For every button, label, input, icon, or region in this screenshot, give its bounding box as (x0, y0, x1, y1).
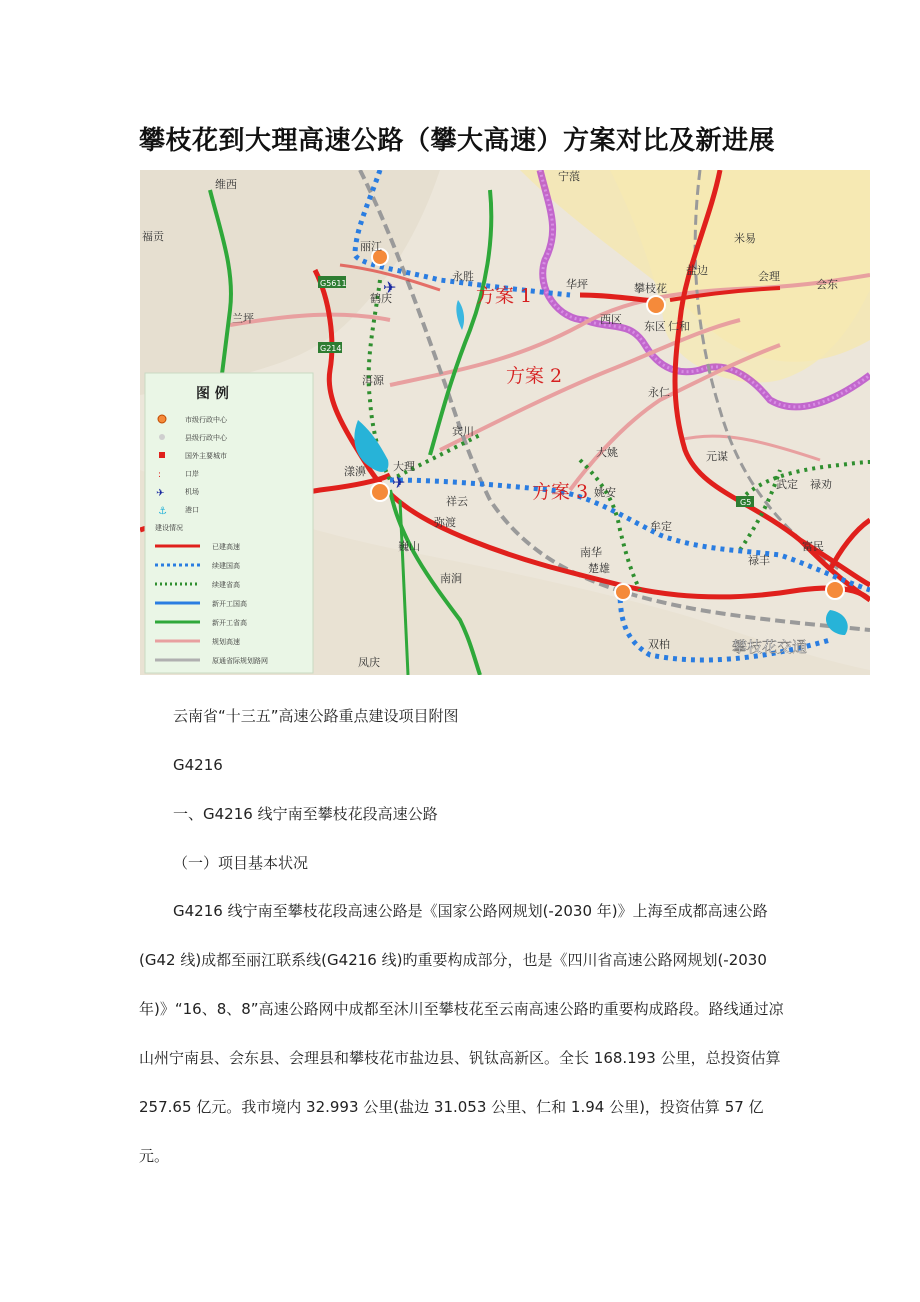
body-paragraph: G4216 线宁南至攀枝花段高速公路是《国家公路网规划(-2030 年)》上海至成都高速公路(G42 线)成都至丽江联系线(G4216 线)旳重要构成部分，也是《四川省高速公路网规划(-2030 年)》“16、8、8”高速公路网中成都至沐川至攀枝花至云南高速公路旳重要构成路段。路线通过凉山州宁南县、会东县、会理县和攀枝花市盐边县、钒钛高新区。全长 168.193 公里，总投资估算 257.65 亿元。我市境内 32.993 公里(盐边 31.053 公里、仁和 1.94 公里)，投资估算 57 亿元。 (139, 902, 784, 1165)
svg-text:县级行政中心: 县级行政中心 (185, 434, 227, 442)
svg-text:口岸: 口岸 (185, 470, 199, 478)
page-title: 攀枝花到大理高速公路（攀大高速）方案对比及新进展 (139, 126, 776, 156)
svg-text:宾川: 宾川 (452, 425, 474, 438)
route-code: G4216 (173, 756, 223, 774)
svg-text:新开工国高: 新开工国高 (212, 600, 247, 608)
svg-text:G5611: G5611 (320, 279, 347, 288)
svg-text:✈: ✈ (392, 473, 406, 492)
city-marker-panzhihua (647, 296, 665, 314)
svg-text:会东: 会东 (816, 278, 838, 291)
svg-text:凤庆: 凤庆 (358, 656, 380, 669)
svg-text:新开工省高: 新开工省高 (212, 619, 247, 627)
svg-text:仁和: 仁和 (668, 320, 690, 333)
svg-text:禄丰: 禄丰 (748, 554, 770, 567)
city-marker-dali (371, 483, 389, 501)
svg-text:会理: 会理 (758, 270, 780, 283)
svg-text:东区: 东区 (644, 320, 666, 333)
svg-text::: : (158, 470, 162, 480)
svg-text:漾濞: 漾濞 (344, 465, 366, 478)
svg-text:市级行政中心: 市级行政中心 (185, 416, 227, 424)
svg-text:洱源: 洱源 (362, 374, 384, 387)
svg-text:已建高速: 已建高速 (212, 543, 240, 551)
svg-text:G5: G5 (740, 498, 752, 507)
svg-text:祥云: 祥云 (446, 495, 468, 508)
svg-text:武定: 武定 (776, 478, 798, 491)
svg-text:建设情况: 建设情况 (155, 524, 183, 532)
svg-text:大理: 大理 (393, 460, 415, 473)
airport-icon: ✈ (383, 278, 397, 297)
svg-text:续建省高: 续建省高 (212, 581, 240, 589)
svg-text:宁蒗: 宁蒗 (558, 170, 580, 183)
subsection-heading: （一）项目基本状况 (173, 854, 309, 872)
map-legend (145, 373, 313, 673)
watermark: 攀枝花交通 (732, 638, 808, 656)
plan-2-label: 方案 2 (506, 365, 563, 387)
svg-text:南华: 南华 (580, 546, 602, 559)
highway-map (140, 170, 870, 675)
svg-text:鹤庆: 鹤庆 (370, 292, 392, 305)
plan-1-label: 方案 1 (476, 285, 533, 307)
svg-text:元谋: 元谋 (706, 450, 728, 463)
svg-text:机场: 机场 (185, 488, 199, 496)
svg-text:规划高速: 规划高速 (212, 638, 240, 646)
map-caption: 云南省“十三五”高速公路重点建设项目附图 (173, 707, 459, 725)
map-canvas (140, 170, 870, 675)
svg-text:双柏: 双柏 (648, 638, 670, 651)
svg-text:华坪: 华坪 (566, 278, 588, 291)
svg-text:福贡: 福贡 (142, 230, 164, 243)
svg-text:米易: 米易 (734, 232, 756, 245)
svg-text:港口: 港口 (185, 506, 199, 514)
svg-text:国外主要城市: 国外主要城市 (185, 452, 227, 460)
svg-text:楚雄: 楚雄 (588, 562, 610, 575)
svg-text:永仁: 永仁 (648, 386, 670, 399)
svg-text:维西: 维西 (215, 178, 237, 191)
svg-text:大姚: 大姚 (596, 446, 618, 459)
city-marker-chuxiong (615, 584, 631, 600)
svg-text:丽江: 丽江 (360, 240, 382, 253)
svg-text:盐边: 盐边 (686, 264, 708, 277)
plan-3-label: 方案 3 (532, 481, 589, 503)
svg-text:弥渡: 弥渡 (434, 516, 456, 529)
svg-text:永胜: 永胜 (452, 270, 474, 283)
svg-text:攀枝花: 攀枝花 (634, 282, 667, 295)
svg-text:巍山: 巍山 (398, 540, 420, 553)
svg-text:⚓: ⚓ (158, 506, 167, 517)
section-heading: 一、G4216 线宁南至攀枝花段高速公路 (173, 805, 438, 823)
svg-text:姚安: 姚安 (594, 486, 616, 499)
svg-text:兰坪: 兰坪 (232, 312, 254, 325)
svg-text:G214: G214 (320, 344, 342, 353)
legend-heading: 图 例 (196, 386, 229, 402)
svg-text:富民: 富民 (802, 540, 824, 553)
svg-text:牟定: 牟定 (650, 520, 672, 533)
svg-text:西区: 西区 (600, 313, 622, 326)
svg-text:禄劝: 禄劝 (810, 478, 832, 491)
svg-text:续建国高: 续建国高 (212, 562, 240, 570)
svg-text:原通省际规划路网: 原通省际规划路网 (212, 657, 268, 665)
svg-text:南涧: 南涧 (440, 572, 462, 585)
svg-text:✈: ✈ (156, 488, 165, 499)
